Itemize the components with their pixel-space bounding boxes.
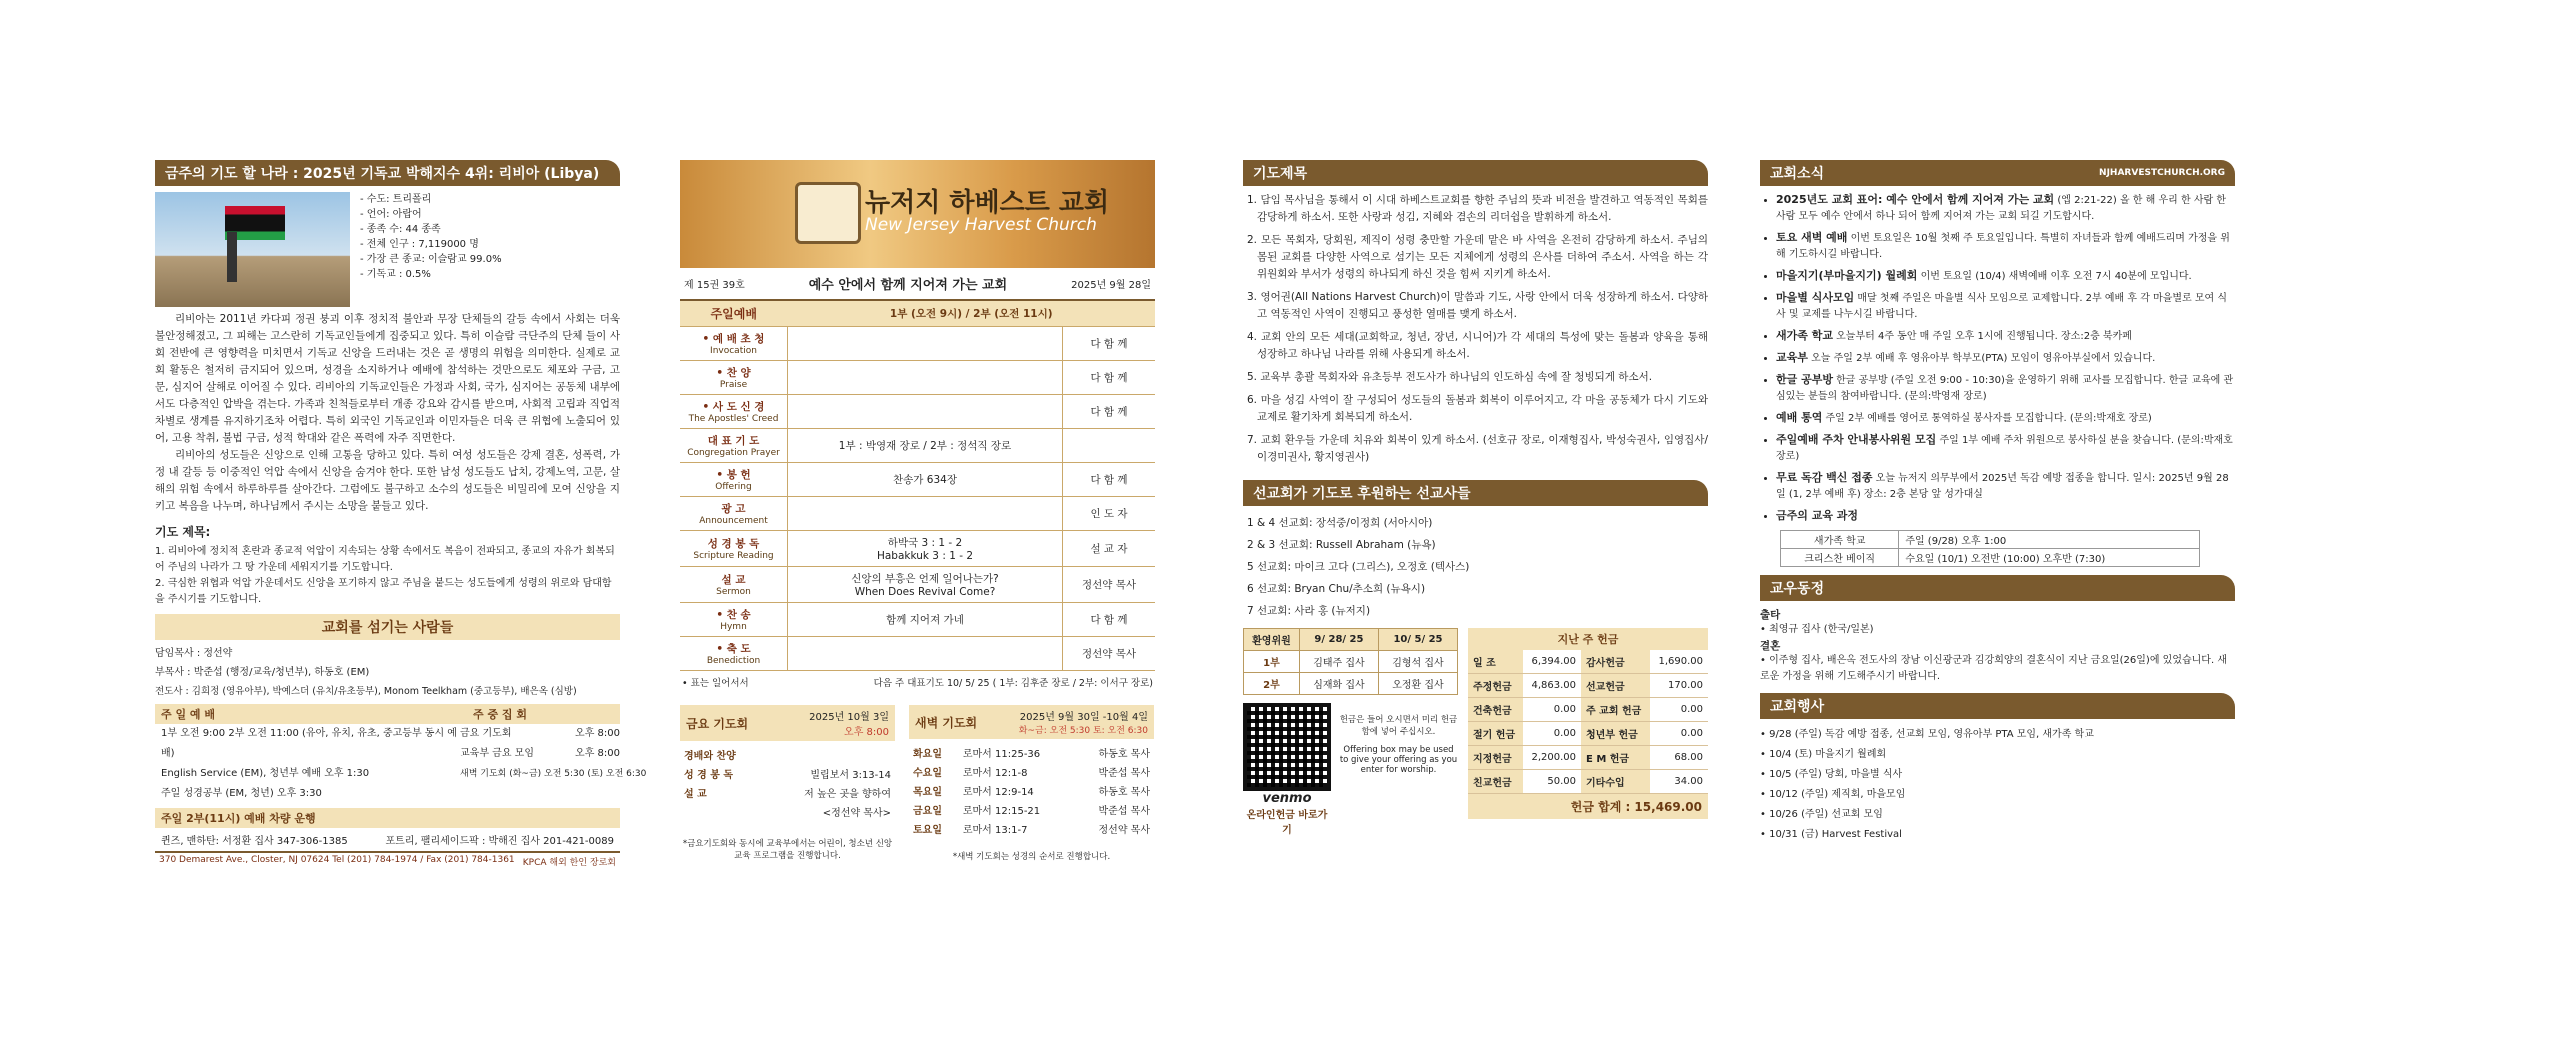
news-bar: 교회소식 NJHARVESTCHURCH.ORG	[1760, 160, 2235, 186]
church-logo-icon	[795, 182, 861, 244]
service-times: 1부 (오전 9시) / 2부 (오전 11시)	[788, 301, 1156, 327]
greeters-table: 환영위원 9/ 28/ 25 10/ 5/ 25 1부 김태주 집사 김형석 집사 2부 심재화 집사 오정환 집사	[1243, 628, 1458, 695]
offering-summary: 지난 주 헌금 일 조 6,394.00 감사헌금 1,690.00 주정헌금 4,863.00 선교헌금 170.00 건축헌금 0.00 주 교회 헌금 0.00 절기 헌금 0.00 청년부 헌금 0.00 지정헌금 2,200.00 E M 헌금 68.00 친교헌금 50.00 기타수입 34.00 헌금 합계 : 15,469.00	[1468, 628, 1708, 836]
news-list	[1760, 192, 2235, 525]
church-name-ko: 뉴저지 하베스트 교회	[865, 188, 1110, 218]
event-item: • 9/28 (주일) 독감 예방 접종, 선교회 모임, 영유아부 PTA 모임, 새가족 학교	[1760, 729, 2094, 740]
missionary-item: 1 & 4 선교회: 장석중/이정희 (서아시아)	[1247, 517, 1433, 529]
order-notes: • 표는 일어서서 다음 주 대표기도 10/ 5/ 25 ( 1부: 김후준 장로 / 2부: 이서구 장로)	[682, 678, 1153, 689]
column-news: 교회소식 NJHARVESTCHURCH.ORG • 2025년도 교회 표어: 예수 안에서 함께 지어져 가는 교회 (엡 2:21-22) 올 한 해 우리 한 사람 한 사람 모두 예수 안에서 하나 되어 함께 지어져 가는 교회 되길 기도합시다. • 토요 새벽 예배 이번 토요일은 10월 첫째 주 토요일입니다. 특별히 자녀들과 함께 예배드리며 가정을 위해 기도하시길 바랍니다. • 마을지기(부마을지기) 월례회 이번 토요일 (10/4) 새벽예배 이후 오전 7시 40분에 모입니다. • 마을별 식사모임 매달 첫째 주일은 마을별 식사 모임으로 교제합니다. 2부 예배 후 각 마을별로 모여 식사 및 교제를 나누시길 바랍니다. • 새가족 학교 오늘부터 4주 동안 매 주일 오후 1시에 진행됩니다. 장소:2층 북카페 • 교육부 오늘 주일 2부 예배 후 영유아부 학부모(PTA) 모임이 영유아부실에서 있습니다. • 한글 공부방 한글 공부방 (주일 오전 9:00 - 10:30)을 운영하기 위해 교사를 모집합니다. 한글 교육에 관심있는 분들의 참여바랍니다. (문의:박영재 장로) • 예배 통역 주일 2부 예배를 영어로 통역하실 봉사자를 모집합니다. (문의:박재호 장로) • 주일예배 주차 안내봉사위원 모집 주일 1부 예배 주차 위원으로 봉사하실 분을 찾습니다. (문의:박재호 장로) • 무료 독감 백신 접종 오늘 뉴저지 의무부에서 2025년 독감 예방 접종을 합니다. 일시: 2025년 9월 28일 (1, 2부 예배 후) 장소: 2층 본당 앞 성가대실 • 금주의 교육 과정 새가족 학교 주일 (9/28) 오후 1:00 크리스찬 베이직 수요일 (10/1) 오전반 (10:00) 오후반 (7:30) 교우동정 출타 • 최영규 집사 (한국/일본) 결혼 • 이주형 집사, 배은옥 전도사의 장남 이신광군과 김강희양의 결혼식이 지난 금요일(26일)에 있었습니다. 새로운 가정을 위해 기도해주시기 바랍니다. 교회행사 • 9/28 (주일) 독감 예방 접종, 선교회 모임, 영유아부 PTA 모임, 새가족 학교 • 10/4 (토) 마을지기 월례회 • 10/5 (주일) 당회, 마을별 식사 • 10/12 (주일) 제직회, 마을모임 • 10/26 (주일) 선교회 모임 • 10/31 (금) Harvest Festival	[1760, 160, 2235, 845]
church-prayer-list	[1243, 192, 1708, 466]
travel-header: 출타	[1760, 609, 1781, 621]
church-prayer-item: 5. 교육부 총괄 목회자와 유초등부 전도사가 하나님의 인도하심 속에 잘 청빙되게 하소서.	[1247, 371, 1653, 383]
news-item: • 새가족 학교 오늘부터 4주 동안 매 주일 오후 1시에 진행됩니다. 장소:2층 북카페	[1776, 328, 2235, 345]
offering-row: 절기 헌금 0.00 청년부 헌금 0.00	[1468, 722, 1708, 746]
event-item: • 10/26 (주일) 선교회 모임	[1760, 809, 1883, 820]
column-prayer	[155, 160, 647, 870]
prayer-request-1: 1. 리비아에 정치적 혼란과 종교적 억압이 지속되는 상황 속에서도 복음이 전파되고, 종교의 자유가 회복되어 주님의 나라가 그 땅 가운데 세워지기를 기도합니다.	[155, 546, 615, 573]
offering-row: 지정헌금 2,200.00 E M 헌금 68.00	[1468, 746, 1708, 770]
church-prayer-item: 6. 마을 성김 사역이 잘 구성되어 성도들의 돌봄과 회복이 이루어지고, 각 마을 공동체가 다시 기도와 교제로 활기차게 회복되게 하소서.	[1247, 394, 1708, 423]
offering-total: 헌금 합계 : 15,469.00	[1468, 794, 1708, 819]
country-paragraph-2: 리비아의 성도들은 신앙으로 인해 고통을 당하고 있다. 특히 여성 성도들은 강제 결혼, 성폭력, 가정 내 갈등 등 이중적인 억압 속에서 신앙을 숨겨야 한다. 또한 남성 성도들도 납치, 강제노역, 고문, 살해의 위험 속에서 하루하루를 살아간다. 그럼에도 불구하고 소수의 성도들은 비밀리에 모여 신앙을 지키고 복음을 나누며, 하나님께서 주시는 소망을 붙들고 있다.	[155, 449, 620, 512]
offering-row: 주정헌금 4,863.00 선교헌금 170.00	[1468, 674, 1708, 698]
schedule-body: 1부 오전 9:00 2부 오전 11:00 (유아, 유치, 유초, 중고등부 동시 예배) English Service (EM), 청년부 예배 오후 1:30 주일 성경공부 (EM, 청년) 오후 3:30 금요 기도회 오후 8:00 교육부 금요 모임 오후 8:00 새벽 기도회 (화~금) 오전 5:30 (토) 오전 6:30	[161, 728, 647, 799]
education-table: 새가족 학교 주일 (9/28) 오후 1:00 크리스찬 베이직 수요일 (10/1) 오전반 (10:00) 오후반 (7:30)	[1780, 530, 2200, 567]
news-item: • 마을지기(부마을지기) 월례회 이번 토요일 (10/4) 새벽예배 이후 오전 7시 40분에 모입니다.	[1776, 268, 2235, 285]
worship-order-row: • 예 배 초 청 Invocation 다 함 께	[680, 327, 1155, 361]
column-prayer-requests	[1243, 160, 1708, 836]
offering-row: 친교헌금 50.00 기타수입 34.00	[1468, 770, 1708, 794]
church-banner	[680, 160, 1155, 268]
issue-line: 제 15권 39호 예수 안에서 함께 지어져 가는 교회 2025년 9월 28일	[680, 268, 1155, 301]
website-link[interactable]: NJHARVESTCHURCH.ORG	[2099, 168, 2225, 178]
event-item: • 10/5 (주일) 당회, 마을별 식사	[1760, 769, 1903, 780]
servants-bar: 교회를 섬기는 사람들	[155, 614, 620, 640]
fellowship-bar: 교우동정	[1760, 575, 2235, 601]
church-prayer-item: 3. 영어권(All Nations Harvest Church)이 말씀과 기도, 사랑 안에서 더욱 성장하게 하소서. 다양하고 역동적인 사역이 진행되고 풍성한 열매를 맺게 하소서.	[1247, 291, 1708, 320]
news-item: • 무료 독감 백신 접종 오늘 뉴저지 의무부에서 2025년 독감 예방 접종을 합니다. 일시: 2025년 9월 28일 (1, 2부 예배 후) 장소: 2층 본당 앞 성가대실	[1776, 470, 2235, 503]
worship-header: 주 일 예 배	[161, 708, 215, 721]
missionary-list	[1243, 512, 1708, 622]
news-item: • 토요 새벽 예배 이번 토요일은 10월 첫째 주 토요일입니다. 특별히 자녀들과 함께 예배드리며 가정을 위해 기도하시길 바랍니다.	[1776, 230, 2235, 263]
dawn-prayer: 새벽 기도회 2025년 9월 30일 -10월 4일 화~금: 오전 5:30 토: 오전 6:30 화요일 로마서 11:25-36 하동호 목사 수요일 로마서 12:1-8 박준섭 목사 목요일 로마서 12:9-14 하동호 목사 금요일 로마서 12:15-21 박준섭 목사 토요일 로마서 13:1-7 정선약 목사 *새벽 기도회는 성경의 순서로 진행합니다.	[909, 705, 1154, 862]
events-bar: 교회행사	[1760, 693, 2235, 719]
event-list	[1760, 725, 2235, 845]
libya-photo	[155, 192, 350, 307]
country-paragraph-1: 리비아는 2011년 카다피 정권 붕괴 이후 정치적 불안과 무장 단체들의 갈등 속에서 사회는 더욱 불안정해졌고, 그 피해는 고스란히 기독교인들에게 집중되고 있다. 특히 이슬람 극단주의 단체 들이 사회 전반에 큰 영향력을 미치면서 기독교 신앙을 드러내는 것은 곧 생명의 위험을 의미한다. 실제로 교회 활동은 철저히 금지되어 있으며, 성경을 소지하거나 예배에 참석하는 것만으로도 체포와 구금, 고문, 심지어 살해로 이어질 수 있다. 리비아의 기독교인들은 가정과 사회, 국가, 심지어는 공동체 내부에서도 다층적인 압박을 겪는다. 가족과 친척들로부터 개종 강요와 감시를 받으며, 사회적 고립과 직업적 차별로 생계를 유지하기조차 어렵다. 특히 외국인 기독교인과 이민자들은 더욱 큰 위협에 노출되어 있어, 고용 착취, 불법 구금, 성적 학대와 같은 폭력에 자주 직면한다.	[155, 313, 620, 444]
assoc-pastor-line: 부목사 : 박준섭 (행정/교육/청년부), 하동호 (EM)	[155, 667, 370, 678]
event-item: • 10/4 (토) 마을지기 월례회	[1760, 749, 1887, 760]
friday-prayer: 금요 기도회 2025년 10월 3일 오후 8:00 경배와 찬양 성 경 봉 독 빌립보서 3:13-14 설 교 저 높은 곳을 향하여 <정선약 목사> *금요기도회와 동시에 교육부에서는 어린이, 청소년 신앙 교육 프로그램을 진행합니다.	[680, 705, 895, 862]
car-contacts: 퀸즈, 맨하탄: 서정환 집사 347-306-1385 포트리, 팰리세이드팍 : 박해진 집사 201-421-0089	[161, 836, 614, 847]
missionary-item: 5 선교회: 마이크 고다 (그리스), 오정호 (텍사스)	[1247, 561, 1470, 573]
greeters-and-offering: 환영위원 9/ 28/ 25 10/ 5/ 25 1부 김태주 집사 김형석 집사 2부 심재화 집사 오정환 집사 venmo 온라인헌금 바로가기 헌금은 들어 오시면서 미리 헌금함에 넣어 주십시오. Offering box may be used to give your offering as you enter for worship. 지난 주 헌금 일 조 6,394.00 감사헌금 1,690.00 주정헌금 4,863.00 선교헌금 170.00 건축헌금 0.00 주 교회 헌금 0.00 절기 헌금 0.00 청년부 헌금 0.00 지정헌금 2,200.00 E M 헌금 68.00 친교헌금 50.00 기타수입 34.00 헌금 합계 : 15,469.00	[1243, 628, 1708, 836]
church-prayer-item: 4. 교회 안의 모든 세대(교회학교, 청년, 장년, 시니어)가 각 세대의 특성에 맞는 돌봄과 양육을 통해 성장하고 하나님 나라를 위해 사용되게 하소서.	[1247, 331, 1708, 360]
missionary-item: 6 선교회: Bryan Chu/추소희 (뉴욕시)	[1247, 583, 1426, 595]
news-item: • 예배 통역 주일 2부 예배를 영어로 통역하실 봉사자를 모집합니다. (문의:박재호 장로)	[1776, 410, 2235, 427]
event-item: • 10/12 (주일) 제직회, 마을모임	[1760, 789, 1906, 800]
prayer-request-2: 2. 극심한 위협과 억압 가운데서도 신앙을 포기하지 않고 주님을 붙드는 성도들에게 성령의 위로와 담대함을 주시기를 기도합니다.	[155, 578, 612, 605]
dawn-row: 금요일 로마서 12:15-21 박준섭 목사	[913, 806, 1150, 817]
worship-order-row: 대 표 기 도 Congregation Prayer 1부 : 박영재 장로 / 2부 : 정석직 장로	[680, 429, 1155, 463]
news-item: • 한글 공부방 한글 공부방 (주일 오전 9:00 - 10:30)을 운영하기 위해 교사를 모집합니다. 한글 교육에 관심있는 분들의 참여바랍니다. (문의:박영재 장로)	[1776, 372, 2235, 405]
dawn-row: 화요일 로마서 11:25-36 하동호 목사	[913, 749, 1150, 760]
prayer-meetings	[680, 705, 1155, 862]
country-intro	[155, 192, 620, 307]
country-facts: - 수도: 트리폴리 - 언어: 아랍어 - 종족 수: 44 종족 - 전체 인구 : 7,119000 명 - 가장 큰 종교: 이슬람교 99.0% - 기독교 : 0.5%	[360, 194, 502, 280]
meetings-header: 주 중 집 회	[473, 708, 527, 721]
worship-order-row: 성 경 봉 독 Scripture Reading 하박국 3 : 1 - 2 Habakkuk 3 : 1 - 2 설 교 자	[680, 531, 1155, 567]
worship-order-row: 광 고 Announcement 인 도 자	[680, 497, 1155, 531]
online-offering-link[interactable]: 온라인헌금 바로가기	[1246, 810, 1328, 836]
news-item: • 금주의 교육 과정	[1776, 508, 2235, 525]
worship-order-row: 설 교 Sermon 신앙의 부흥은 언제 일어나는가? When Does Revival Come? 정선약 목사	[680, 567, 1155, 603]
missionary-item: 7 선교회: 사라 홍 (뉴저지)	[1247, 605, 1371, 617]
venmo-qr-code[interactable]	[1243, 703, 1331, 791]
prayer-country-bar: 금주의 기도 할 나라 : 2025년 기독교 박해지수 4위: 리비아 (Libya)	[155, 160, 620, 186]
prayer-requests-bar: 기도제목	[1243, 160, 1708, 186]
worship-order-row: • 축 도 Benediction 정선약 목사	[680, 637, 1155, 671]
worship-order-row: • 찬 송 Hymn 함께 지어져 가네 다 함 께	[680, 603, 1155, 637]
missionary-item: 2 & 3 선교회: Russell Abraham (뉴욕)	[1247, 539, 1436, 551]
wedding-header: 결혼	[1760, 640, 1781, 652]
news-item: • 2025년도 교회 표어: 예수 안에서 함께 지어져 가는 교회 (엡 2:21-22) 올 한 해 우리 한 사람 한 사람 모두 예수 안에서 하나 되어 함께 지어져 가는 교회 되길 기도합시다.	[1776, 192, 2235, 225]
church-address-footer: 370 Demarest Ave., Closter, NJ 07624 Tel (201) 784-1974 / Fax (201) 784-1361 KPCA 해외 한인 장로회	[155, 851, 620, 870]
dawn-row: 토요일 로마서 13:1-7 정선약 목사	[913, 825, 1150, 836]
prayer-requests-title: 기도 제목:	[155, 525, 211, 539]
sunday-service-label: 주일예배	[680, 301, 788, 327]
church-prayer-item: 2. 모든 목회자, 당회원, 제직이 성령 충만할 가운데 맡은 바 사역을 온전히 감당하게 하소서. 주님의 몸된 교회를 다양한 사역으로 섬기는 모든 지체에게 성령의 은사를 더하여 주소서. 사역을 하는 각 위원회와 부서가 성령의 하나되게 하신 것을 힘써 지키게 하소서.	[1247, 234, 1708, 280]
car-service-header: 주일 2부(11시) 예배 차량 운행	[155, 808, 620, 828]
schedule-headers	[155, 704, 620, 724]
news-item: • 교육부 오늘 주일 2부 예배 후 영유아부 학부모(PTA) 모임이 영유아부실에서 있습니다.	[1776, 350, 2235, 367]
evangelist-line: 전도사 : 김희정 (영유아부), 박예스더 (유치/유초등부), Monom Teelkham (중고등부), 배은옥 (심방)	[155, 686, 577, 697]
column-bulletin	[680, 160, 1155, 862]
church-name-en: New Jersey Harvest Church	[865, 215, 1097, 235]
venmo-logo: venmo	[1262, 791, 1312, 806]
worship-order-row: • 사 도 신 경 The Apostles' Creed 다 함 께	[680, 395, 1155, 429]
offering-row: 건축헌금 0.00 주 교회 헌금 0.00	[1468, 698, 1708, 722]
dawn-row: 목요일 로마서 12:9-14 하동호 목사	[913, 787, 1150, 798]
missionaries-bar: 선교회가 기도로 후원하는 선교사들	[1243, 480, 1708, 506]
church-prayer-item: 1. 담임 목사님을 통해서 이 시대 하베스트교회를 향한 주님의 뜻과 비전을 발견하고 역동적인 목회를 감당하게 하소서. 또한 사랑과 성김, 지혜와 겸손의 리더쉽을 발휘하게 하소서.	[1247, 194, 1708, 223]
worship-order-table	[680, 301, 1155, 671]
news-item: • 주일예배 주차 안내봉사위원 모집 주일 1부 예배 주차 위원으로 봉사하실 분을 찾습니다. (문의:박재호 장로)	[1776, 432, 2235, 465]
offering-row: 일 조 6,394.00 감사헌금 1,690.00	[1468, 650, 1708, 674]
dawn-row: 수요일 로마서 12:1-8 박준섭 목사	[913, 768, 1150, 779]
pastor-line: 담임목사 : 정선약	[155, 648, 233, 659]
news-item: • 마을별 식사모임 매달 첫째 주일은 마을별 식사 모임으로 교제합니다. 2부 예배 후 각 마을별로 모여 식사 및 교제를 나누시길 바랍니다.	[1776, 290, 2235, 323]
worship-order-row: • 찬 양 Praise 다 함 께	[680, 361, 1155, 395]
event-item: • 10/31 (금) Harvest Festival	[1760, 829, 1902, 840]
worship-order-row: • 봉 헌 Offering 찬송가 634장 다 함 께	[680, 463, 1155, 497]
church-prayer-item: 7. 교회 환우들 가운데 치유와 회복이 있게 하소서. (선호규 장로, 이재형집사, 박성숙권사, 임영집사/이경미권사, 황지영권사)	[1247, 434, 1708, 463]
